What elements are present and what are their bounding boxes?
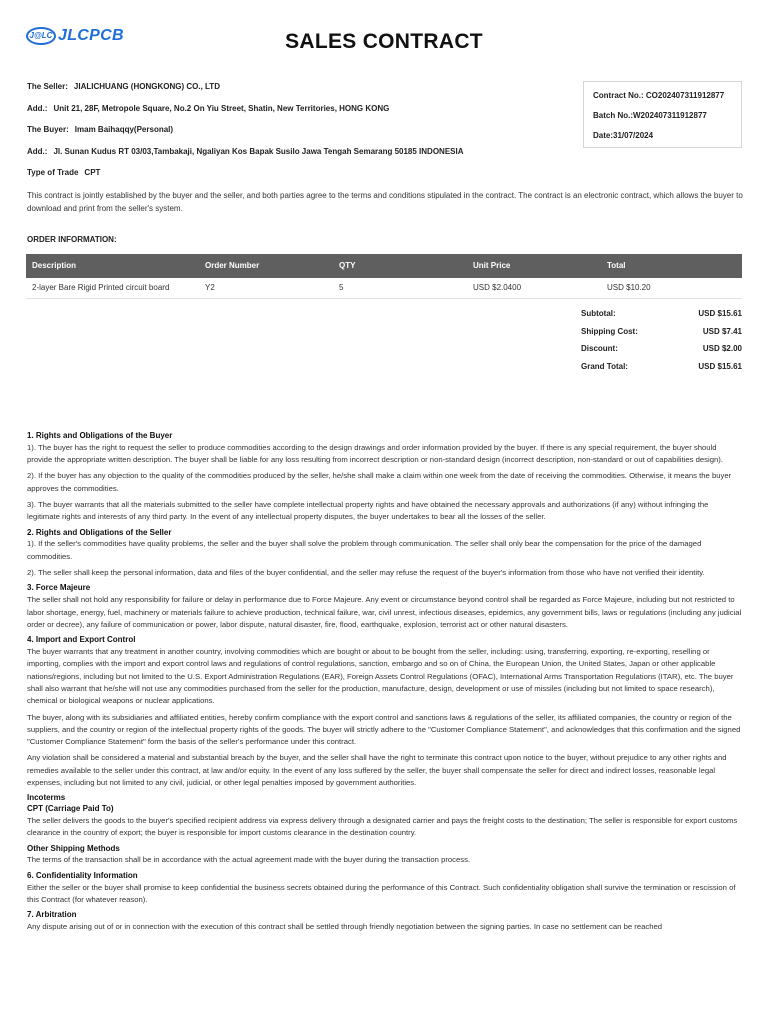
section-title: 2. Rights and Obligations of the Seller [27,527,172,537]
trade-type-row [27,167,567,189]
buyer-address-row [27,146,567,168]
cell-description: 2-layer Bare Rigid Printed circuit board [32,283,170,292]
buyer-address-label: Add.: [27,146,48,156]
discount-label: Discount: [581,344,618,354]
buyer-value: Imam Baihaqqy(Personal) [74,125,174,134]
logo-mark: J@LC [26,27,56,45]
section-title: 4. Import and Export Control [27,635,136,645]
term-paragraph: Either the seller or the buyer shall promise to keep confidential the business secrets obtained during the performance of this Contract. Such confidentiality obligation shall survive the termination or rescission of this Contract (for whatever reason). [27,882,736,904]
section-title: 6. Confidentiality Information [27,870,138,880]
subtotal-label: Subtotal: [581,309,616,318]
intro-paragraph: This contract is jointly established by the buyer and the seller, and both parties agree to the terms and conditions stipulated in the contract. The contract is an electronic contract, which allows the buyer to download and print from the seller's system. [27,191,743,214]
discount-value: USD $2.00 [702,344,742,354]
shipping-value: USD $7.41 [702,326,742,336]
subsection-title: CPT (Carriage Paid To) [27,804,114,814]
cell-unit-price: USD $2.0400 [473,283,522,292]
col-total: Total [607,261,626,270]
order-table [26,254,742,299]
trade-type-label: Type of Trade [27,168,79,177]
seller-value: JIALICHUANG (HONGKONG) CO., LTD [73,82,220,91]
buyer-row [27,124,567,146]
discount-row [581,343,742,361]
contract-date: Date:31/07/2024 [593,131,654,140]
terms-section [27,431,743,937]
term-paragraph: 2). If the buyer has any objection to the quality of the commodities produced by the seller, he/she shall make a claim within one week from the date of receiving the commodities. Otherwise, it means the buyer approves the commodities. [27,471,732,493]
grand-total-label: Grand Total: [581,361,628,371]
term-paragraph: 1). The buyer has the right to request the seller to produce commodities according to the design drawings and order information provided by the buyer. If there is any special requirement, the buyer should provide the appropriate written description. The buyer shall be liable for any loss resulting from incorrect description or non-standard design (incorrect description, non-standard or out of capabilities design). [27,442,723,465]
seller-label: The Seller: [27,82,68,91]
grand-total-value: USD $15.61 [698,361,742,371]
col-unit-price: Unit Price [473,261,511,270]
batch-number: Batch No.:W202407311912877 [593,111,707,120]
seller-address-value: Unit 21, 28F, Metropole Square, No.2 On Yiu Street, Shatin, New Territories, HONG KONG [53,103,390,113]
buyer-address-value: Jl. Sunan Kudus RT 03/03,Tambakaji, Ngaliyan Kos Bapak Susilo Jawa Tengah Semarang 50185 INDONESIA [53,146,464,156]
term-paragraph: 2). The seller shall keep the personal information, data and files of the buyer confidential, and the seller may refuse the request of the buyer's information from those who have not verified their identity. [27,568,705,578]
col-qty: QTY [339,261,356,270]
cell-order-number: Y2 [205,283,215,292]
term-paragraph: The terms of the transaction shall be in accordance with the actual agreement made with the buyer during the transaction process. [27,855,471,865]
section-title: 3. Force Majeure [27,583,91,593]
parties-block [27,81,567,189]
section-title: Incoterms [27,793,66,803]
subsection-title: Other Shipping Methods [27,843,120,853]
term-paragraph: Any dispute arising out of or in connection with the execution of this contract shall be settled through friendly negotiation between the signing parties. In case no settlement can be reached [27,921,663,931]
section-title: 1. Rights and Obligations of the Buyer [27,431,173,440]
buyer-label: The Buyer: [27,125,69,134]
term-paragraph: The buyer, along with its subsidiaries and affiliated entities, hereby confirm compliance with the export control and sanctions laws & regulations of the seller, its affiliated companies, the country or region of the suppliers, and the country or region of the intellectual property rights of the goods. The buyer will strictly adhere to the "Customer Compliance Statement", and acknowledges that this confirmation and the signed "Customer Compliance Statement" form the basis of the seller's performance under this contract. [27,712,741,747]
trade-type-value: CPT [84,168,101,177]
subtotal-row [581,308,742,326]
section-title: 7. Arbitration [27,910,77,920]
logo-text: JLCPCB [58,27,124,44]
seller-row [27,81,567,103]
col-order-number: Order Number [205,261,260,270]
subtotal-value: USD $15.61 [698,309,742,318]
term-paragraph: The seller delivers the goods to the buyer's specified recipient address via express delivery through a designated carrier and pays the freight costs to the destination; The seller is responsible for export customs clearance in the country of export; the buyer is responsible for import customs clearance in the destination country. [27,815,738,838]
table-row [26,278,742,299]
shipping-row [581,326,742,344]
order-heading: ORDER INFORMATION: [27,235,117,244]
shipping-label: Shipping Cost: [581,326,638,336]
term-paragraph: 1). If the seller's commodities have quality problems, the seller and the buyer shall solve the problem through communication. The seller shall only bear the compensation for the price of the damaged commodities. [27,539,702,561]
term-paragraph: The buyer warrants that any treatment in another country, involving commodities which are bought or about to be bought from the seller, including: using, transferring, exporting, re-exporting, reselling or importing, complies with the import and export control laws and regulations of control regulations, sanction, embargo and so on of China, the European Union, the United States, Japan or other applicable nations/regions, including but not limited to the U.S. Export Administration Regulations (EAR), Foreign Assets Control Regulations (OFAC), International Arms Transportation Regulations (ITAR), etc. The buyer shall also warrant that he/she will not use any commodities purchased from the seller for the production, manufacture, design, development or use of missiles (including but not limited to space research), chemical or biological weapons or nuclear applications. [27,646,734,706]
page-title: SALES CONTRACT [285,30,483,53]
order-table-header [26,254,742,278]
seller-address-row [27,103,567,125]
totals-block [581,308,742,378]
seller-address-label: Add.: [27,103,48,113]
contract-info-box [583,81,742,148]
cell-qty: 5 [339,283,344,292]
col-description: Description [32,261,77,270]
term-paragraph: 3). The buyer warrants that all the materials submitted to the seller have complete intellectual property rights and have obtained the necessary approvals and authorizations (if any) without infringing the legitimate rights and interests of any third party. In the event of any intellectual property disputes, the buyer undertakes to bear all the losses of the seller. [27,500,709,522]
term-paragraph: Any violation shall be considered a material and substantial breach by the buyer, and the seller shall have the right to terminate this contract upon notice to the buyer, without prejudice to any other rights and remedies available to the seller under this contract, at law and/or equity. In the event of any loss suffered by the seller, the buyer shall compensate the seller for direct and indirect losses, reasonable legal expenses, including but not limited to any civil, judicial, or other legal penalties imposed by government authorities. [27,753,727,788]
cell-total: USD $10.20 [607,283,651,292]
term-paragraph: The seller shall not hold any responsibility for failure or delay in performance due to Force Majeure. Any event or circumstance beyond control shall be regarded as Force Majeure, including but not restricted to labor shortage, energy, fuel, machinery or materials failure to achieve production, technical failure, war, civil unrest, infectious diseases, epidemics, any government bills, laws or regulations (including any judicial order or decree), any failure of communication or power, labor dispute, natural disaster, fire, flood, earthquake, explosion, terrorist act or other natural disasters. [27,595,742,629]
contract-number: Contract No.: CO202407311912877 [593,91,725,100]
grand-total-row [581,361,742,379]
